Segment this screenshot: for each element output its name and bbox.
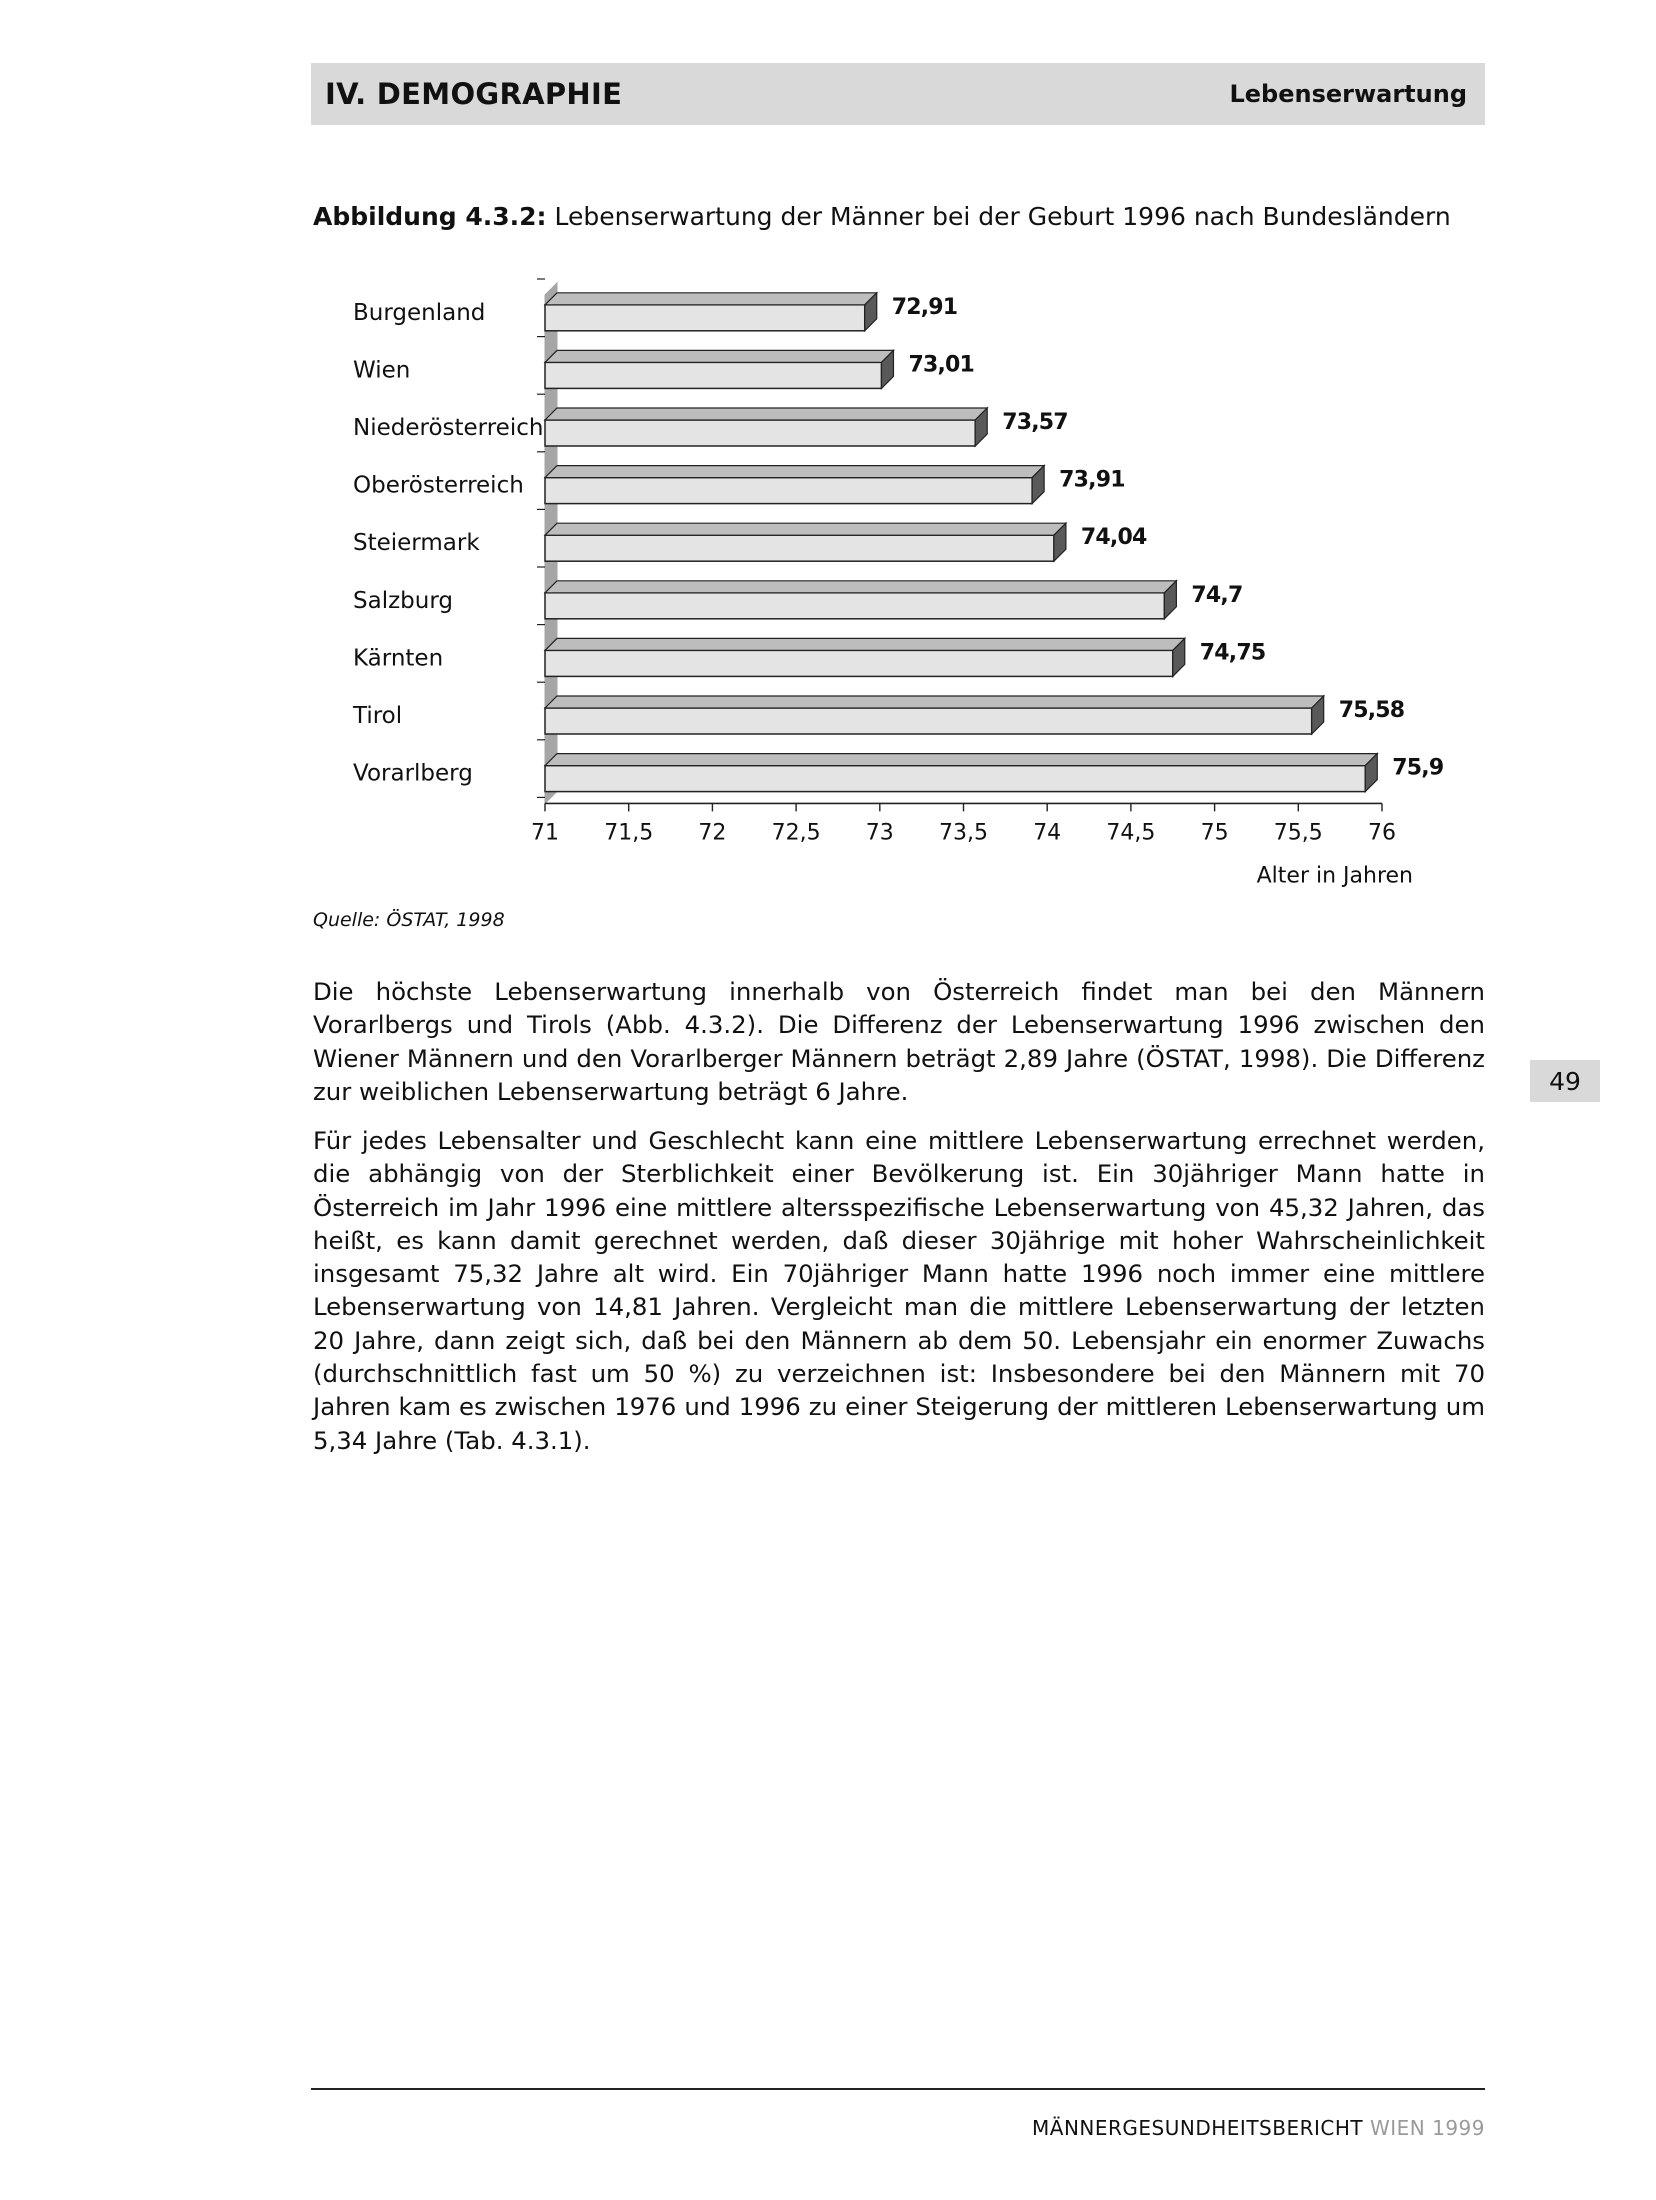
data-label: 74,75 [1199,640,1266,666]
x-tick-label: 74,5 [1106,820,1156,846]
chapter-title: IV. DEMOGRAPHIE [325,77,623,111]
bar-top [545,754,1377,766]
page-number: 49 [1530,1060,1600,1102]
x-tick-label: 73,5 [939,820,988,846]
bar [545,708,1312,734]
category-label: Burgenland [353,299,486,326]
data-label: 73,01 [908,352,975,378]
figure-title: Lebenserwartung der Männer bei der Geburt 1996 nach Bundesländern [546,202,1451,231]
x-tick-label: 72 [698,820,727,846]
data-label: 73,91 [1059,467,1125,493]
x-tick-label: 71 [531,820,559,846]
category-label: Steiermark [353,530,480,557]
x-tick-label: 76 [1368,820,1396,846]
bar [545,478,1032,504]
footer-rule [311,2088,1485,2090]
x-tick-label: 74 [1033,820,1062,846]
x-tick-label: 75 [1200,820,1229,846]
category-label: Kärnten [353,645,444,672]
bar-top [545,523,1066,535]
bar [545,305,865,331]
paragraph-1: Die höchste Lebenserwartung innerhalb von Österreich findet man bei den Männern Vorarlbergs und Tirols (Abb. 4.3.2). Die Differenz der Lebenserwartung 1996 zwischen den Wiener Männern und den Vorarlberger Männern beträgt 2,89 Jahre (ÖSTAT, 1998). Die Differenz zur weiblichen Lebenserwartung beträgt 6 Jahre. [313,977,1485,1106]
data-label: 74,04 [1080,525,1147,551]
data-label: 75,9 [1392,755,1444,781]
bar [545,420,975,446]
bar-top [545,466,1044,478]
section-title: Lebenserwartung [1229,80,1467,108]
category-label: Wien [353,357,411,384]
bar-chart [0,0,1656,900]
data-label: 73,57 [1002,410,1068,435]
footer [1032,2116,1485,2140]
category-label: Tirol [353,703,403,729]
figure-label: Abbildung 4.3.2: [313,202,547,231]
paragraph-2: Für jedes Lebensalter und Geschlecht kann eine mittlere Lebenserwartung errechnet werden, die abhängig von der Sterblichkeit einer Bevölkerung ist. Ein 30jähriger Mann hatte in Österreich im Jahr 1996 eine mittlere altersspezifische Lebenserwartung von 45,32 Jahren, das heißt, es kann damit gerechnet werden, daß dieser 30jährige mit hoher Wahrscheinlichkeit insgesamt 75,32 Jahre alt wird. Ein 70jähriger Mann hatte 1996 noch immer eine mittlere Lebenserwartung von 14,81 Jahren. Vergleicht man die mittlere Lebenserwartung der letzten 20 Jahre, dann zeigt sich, daß bei den Männern ab dem 50. Lebensjahr ein enormer Zuwachs (durchschnittlich fast um 50 %) zu verzeichnen ist: Insbesondere bei den Männern mit 70 Jahren kam es zwischen 1976 und 1996 zu einer Steigerung der mittleren Lebenserwartung um 5,34 Jahre (Tab. 4.3.1). [313,1126,1485,1455]
category-label: Vorarlberg [353,760,473,787]
bar-top [545,581,1176,593]
data-label: 72,91 [891,294,958,320]
x-tick-label: 72,5 [771,820,821,846]
bar-top [545,350,893,362]
category-label: Oberösterreich [353,472,524,499]
x-tick-label: 71,5 [604,820,654,846]
x-tick-label: 75,5 [1273,820,1323,846]
footer-place: WIEN 1999 [1369,2116,1485,2140]
bar-top [545,696,1324,708]
footer-title: MÄNNERGESUNDHEITSBERICHT [1032,2116,1364,2140]
bar [545,593,1164,619]
bar [545,650,1173,676]
data-label: 74,7 [1191,582,1243,608]
bar-top [545,408,987,420]
x-axis-title: Alter in Jahren [1256,863,1413,889]
category-label: Salzburg [353,587,453,614]
bar [545,535,1054,561]
bar [545,766,1365,792]
bar-top [545,293,877,305]
bar [545,362,881,388]
category-label: Niederösterreich [353,415,544,441]
figure-source: Quelle: ÖSTAT, 1998 [313,909,505,931]
data-label: 75,58 [1338,698,1405,723]
x-tick-label: 73 [865,820,894,846]
bar-top [545,638,1185,650]
